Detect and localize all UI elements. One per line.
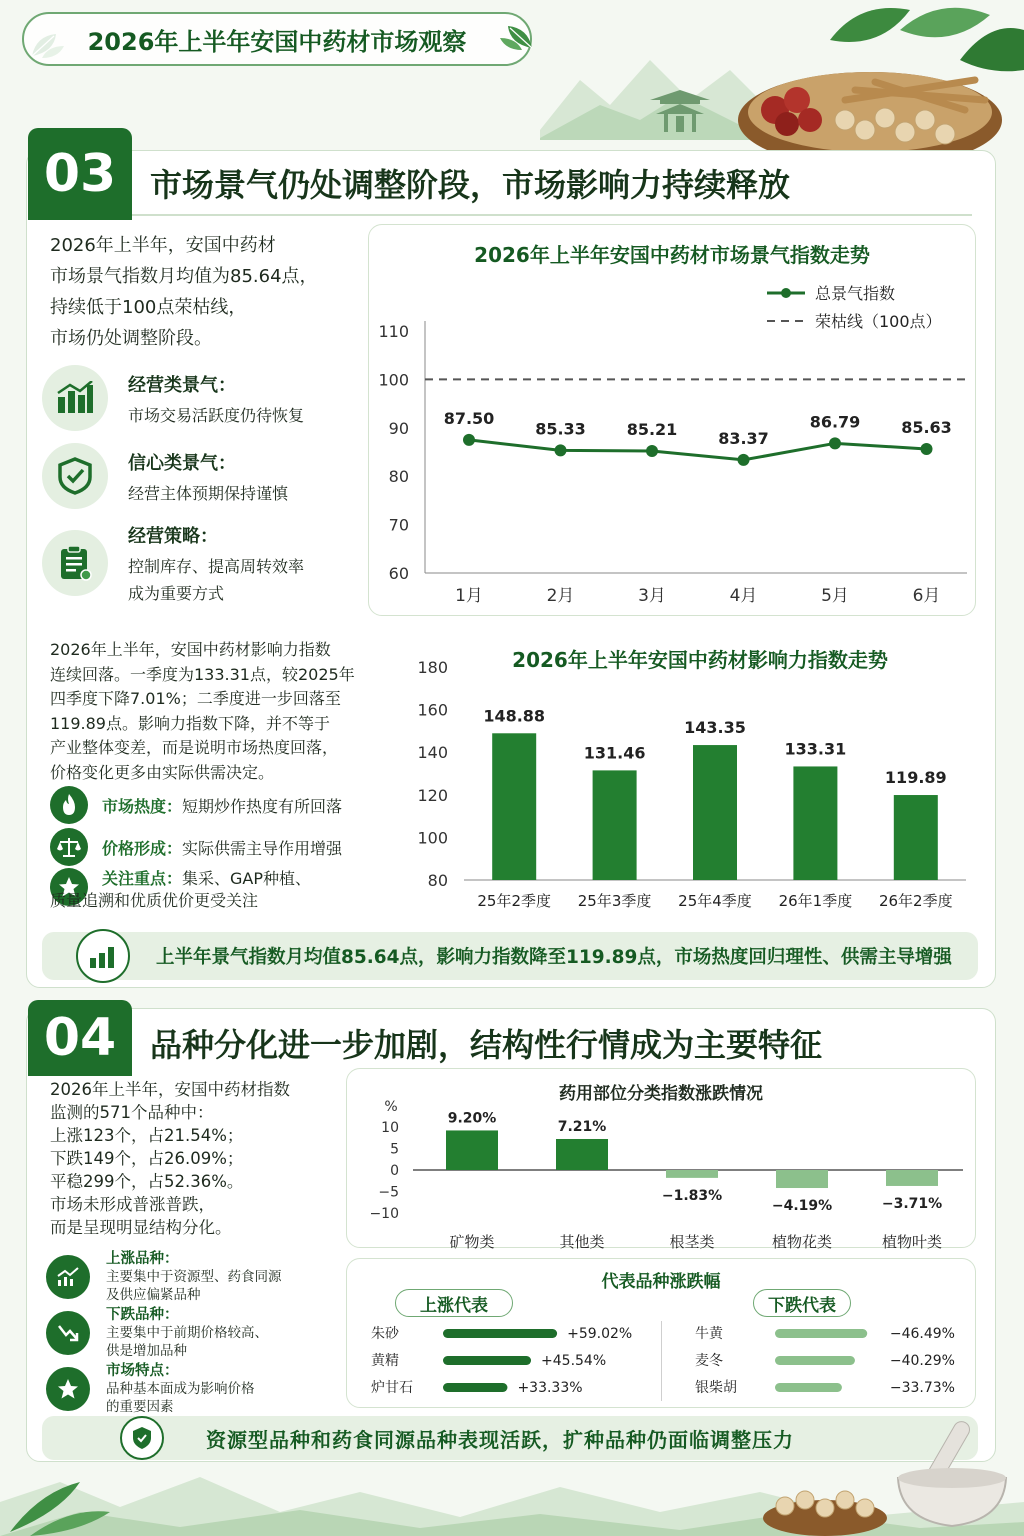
section-04-title: 品种分化进一步加剧，结构性行情成为主要特征 xyxy=(150,1026,823,1064)
data-label: 85.21 xyxy=(626,419,678,439)
data-point xyxy=(646,445,658,457)
y-tick-label: 180 xyxy=(417,660,448,677)
bar xyxy=(793,766,837,880)
bar xyxy=(492,733,536,880)
bar xyxy=(693,745,737,880)
variety-bar-up xyxy=(443,1329,557,1338)
section-03-number xyxy=(28,128,132,220)
data-point xyxy=(738,454,750,466)
y-tick-label: −5 xyxy=(378,1184,399,1201)
s4-intro-line: 下跌149个，占26.09%； xyxy=(50,1149,244,1168)
variety-compare-chart xyxy=(347,1319,977,1409)
s3-point-3 xyxy=(50,868,311,912)
variety-name: 银柴胡 xyxy=(695,1380,737,1396)
data-point xyxy=(921,443,933,455)
s3-summary-banner xyxy=(42,932,978,980)
s3-feature-1 xyxy=(42,362,362,434)
variety-change-label: −40.29% xyxy=(889,1353,955,1369)
trend-down-icon xyxy=(46,1311,90,1355)
s4-feature-title: 市场特点： xyxy=(106,1363,179,1379)
variety-bar-down xyxy=(775,1356,855,1365)
y-tick-label: 100 xyxy=(378,370,409,390)
variety-bar-up xyxy=(443,1356,531,1365)
s3-feature-title: 经营类景气： xyxy=(128,374,236,396)
s3-point-desc: 质量追溯和优质优价更受关注 xyxy=(50,891,259,910)
page-title xyxy=(22,12,532,66)
s4-intro-text xyxy=(50,1078,350,1239)
s3-point-desc: 短期炒作热度有所回落 xyxy=(182,796,343,816)
bar xyxy=(593,770,637,880)
y-axis-unit: % xyxy=(384,1099,398,1115)
y-tick-label: 0 xyxy=(390,1163,399,1179)
y-tick-label: 90 xyxy=(388,418,409,438)
s4-feature-2 xyxy=(46,1306,268,1360)
s3-point-desc: 实际供需主导作用增强 xyxy=(182,838,343,858)
legend-label: 荣枯线（100点） xyxy=(815,312,942,331)
s4-intro-line: 而是呈现明显结构分化。 xyxy=(50,1218,232,1237)
variety-change-label: +33.33% xyxy=(517,1380,583,1396)
s4-intro-line: 监测的571个品种中： xyxy=(50,1103,214,1122)
s3-para2-line: 连续回落。一季度为133.31点，较2025年 xyxy=(50,664,355,684)
s3-para2-line: 产业整体变差，而是说明市场热度回落， xyxy=(50,738,339,757)
y-tick-label: 160 xyxy=(417,700,448,720)
variety-bar-down xyxy=(775,1329,867,1338)
s4-intro-line: 市场未形成普涨普跌， xyxy=(50,1195,215,1214)
bar xyxy=(886,1170,938,1186)
s4-summary-banner xyxy=(42,1416,978,1460)
x-tick-label: 26年1季度 xyxy=(778,892,853,910)
variety-name: 炉甘石 xyxy=(371,1380,413,1396)
section-03-title: 市场景气仍处调整阶段，市场影响力持续释放 xyxy=(150,166,791,204)
y-tick-label: 140 xyxy=(417,743,448,763)
y-tick-label: 60 xyxy=(388,564,409,583)
variety-change-label: +59.02% xyxy=(567,1326,633,1342)
x-tick-label: 植物花类 xyxy=(771,1233,833,1251)
x-tick-label: 4月 xyxy=(729,586,758,606)
data-label: 86.79 xyxy=(809,412,861,432)
legend-marker xyxy=(781,288,791,298)
variety-change-label: −46.49% xyxy=(889,1326,955,1342)
variety-change-label: +45.54% xyxy=(541,1353,607,1369)
bar xyxy=(776,1170,828,1188)
flame-icon xyxy=(50,786,88,824)
trend-up-icon xyxy=(46,1255,90,1299)
x-tick-label: 25年3季度 xyxy=(577,892,652,910)
y-tick-label: 80 xyxy=(388,467,409,487)
down-representatives-label: 下跌代表 xyxy=(753,1289,851,1317)
y-tick-label: 70 xyxy=(388,515,409,535)
s3-feature-desc: 市场交易活跃度仍待恢复 xyxy=(128,405,305,425)
variety-bar-down xyxy=(775,1383,842,1392)
data-point xyxy=(463,434,475,446)
s4-feature-desc: 主要集中于前期价格较高、 xyxy=(106,1325,268,1341)
x-tick-label: 25年4季度 xyxy=(678,892,752,910)
bar-chart-card xyxy=(404,628,976,920)
y-tick-label: 110 xyxy=(378,322,409,341)
s4-feature-1 xyxy=(46,1250,282,1304)
bar-value-label: −3.71% xyxy=(881,1195,943,1212)
bar xyxy=(446,1130,498,1170)
up-representatives-label: 上涨代表 xyxy=(395,1289,513,1317)
series-line xyxy=(469,440,927,460)
s3-para2 xyxy=(50,638,400,785)
line-chart-title: 2026年上半年安国中药材市场景气指数走势 xyxy=(474,243,870,267)
s3-feature-title: 经营策略： xyxy=(128,526,218,547)
s3-feature-2 xyxy=(42,440,362,512)
s3-point-desc: 集采、GAP种植、 xyxy=(182,869,312,888)
section-04-number xyxy=(28,1000,132,1076)
data-label: 83.37 xyxy=(718,428,769,448)
y-tick-label: 100 xyxy=(417,828,448,848)
s4-feature-title: 上涨品种： xyxy=(106,1251,179,1267)
x-tick-label: 其他类 xyxy=(559,1233,605,1251)
bar xyxy=(894,795,938,880)
s4-intro-line: 平稳299个，占52.36%。 xyxy=(50,1172,244,1191)
page-title-text: 2026年上半年安国中药材市场观察 xyxy=(87,27,467,56)
s3-intro-text xyxy=(50,230,360,354)
s3-feature-3 xyxy=(42,520,362,606)
variety-bar-up xyxy=(443,1383,507,1392)
s4-feature-desc: 的重要因素 xyxy=(106,1399,174,1415)
bar-value-label: 7.21% xyxy=(557,1118,607,1135)
section-number-text: 03 xyxy=(43,144,117,204)
y-tick-label: −10 xyxy=(369,1206,399,1222)
s3-intro-line: 持续低于100点荣枯线， xyxy=(50,297,247,318)
s3-para2-line: 2026年上半年，安国中药材影响力指数 xyxy=(50,640,331,659)
s3-feature-desc: 经营主体预期保持谨慎 xyxy=(128,483,289,503)
s3-banner-text: 上半年景气指数月均值85.64点，影响力指数降至119.89点，市场热度回归理性、供需主导增强 xyxy=(156,947,952,968)
s4-feature-3 xyxy=(46,1362,255,1416)
star-icon xyxy=(46,1367,90,1411)
s4-banner-text: 资源型品种和药食同源品种表现活跃，扩种品种仍面临调整压力 xyxy=(206,1427,794,1452)
variety-change-label: −33.73% xyxy=(889,1380,955,1396)
category-chart-title: 药用部位分类指数涨跌情况 xyxy=(559,1084,763,1104)
x-tick-label: 25年2季度 xyxy=(477,892,552,910)
x-tick-label: 2月 xyxy=(546,586,575,606)
section-03-title-rule xyxy=(132,214,972,216)
shield-check-icon xyxy=(42,443,108,509)
bar-value-label: 131.46 xyxy=(583,743,646,763)
s4-feature-desc: 品种基本面成为影响价格 xyxy=(106,1381,255,1397)
y-tick-label: 120 xyxy=(417,785,448,805)
x-tick-label: 26年2季度 xyxy=(878,892,953,910)
s3-point-title: 关注重点： xyxy=(102,869,183,888)
clipboard-icon xyxy=(42,530,108,596)
variety-name: 黄精 xyxy=(371,1353,399,1369)
category-change-card xyxy=(346,1068,976,1251)
variety-compare-title: 代表品种涨跌幅 xyxy=(601,1272,721,1292)
s3-intro-line: 2026年上半年，安国中药材 xyxy=(50,235,276,256)
shield-icon xyxy=(120,1416,164,1460)
s4-feature-desc: 供是增加品种 xyxy=(106,1343,187,1359)
s4-intro-line: 2026年上半年，安国中药材指数 xyxy=(50,1080,290,1099)
data-label: 87.50 xyxy=(443,408,495,428)
bar xyxy=(556,1139,608,1170)
x-tick-label: 1月 xyxy=(455,586,483,606)
x-tick-label: 矿物类 xyxy=(449,1233,495,1251)
bar-chart-title: 2026年上半年安国中药材影响力指数走势 xyxy=(512,648,888,672)
s3-para2-line: 119.89点。影响力指数下降，并不等于 xyxy=(50,713,330,733)
s4-feature-title: 下跌品种： xyxy=(106,1307,179,1323)
s3-intro-line: 市场景气指数月均值为85.64点， xyxy=(50,266,318,287)
s4-feature-desc: 及供应偏紧品种 xyxy=(106,1287,201,1303)
leaf-decoration-right xyxy=(496,22,536,56)
s3-point-2 xyxy=(50,828,342,866)
bar-chart xyxy=(404,660,976,920)
bar-value-label: 9.20% xyxy=(447,1110,497,1127)
bar-chart-icon xyxy=(76,929,130,983)
legend-label: 总景气指数 xyxy=(815,284,896,303)
bar-value-label: −1.83% xyxy=(661,1187,723,1204)
x-tick-label: 3月 xyxy=(638,586,666,606)
bar-value-label: 143.35 xyxy=(684,718,746,738)
s3-feature-desc: 控制库存、提高周转效率 xyxy=(128,557,305,576)
x-tick-label: 6月 xyxy=(912,586,941,606)
bar xyxy=(666,1170,718,1178)
mortar-pestle-image xyxy=(880,1408,1024,1536)
scale-icon xyxy=(50,828,88,866)
s3-feature-title: 信心类景气： xyxy=(128,452,236,474)
line-chart-card xyxy=(368,224,976,616)
s3-point-title: 市场热度： xyxy=(102,796,183,816)
x-tick-label: 根茎类 xyxy=(669,1233,715,1251)
s3-feature-desc: 成为重要方式 xyxy=(128,584,225,603)
s4-intro-line: 上涨123个，占21.54%； xyxy=(50,1126,244,1145)
line-chart xyxy=(369,275,977,615)
category-change-chart xyxy=(347,1091,977,1251)
x-tick-label: 植物叶类 xyxy=(881,1233,943,1251)
variety-name: 朱砂 xyxy=(371,1326,399,1342)
data-label: 85.63 xyxy=(901,417,952,437)
data-point xyxy=(829,437,841,449)
s3-para2-line: 四季度下降7.01%；二季度进一步回落至 xyxy=(50,689,341,708)
data-label: 85.33 xyxy=(535,419,586,439)
bar-value-label: 148.88 xyxy=(483,706,546,726)
bar-chart-icon xyxy=(42,365,108,431)
s3-point-1 xyxy=(50,786,342,824)
s3-intro-line: 市场仍处调整阶段。 xyxy=(50,328,212,349)
bar-value-label: 119.89 xyxy=(884,768,947,788)
y-tick-label: 80 xyxy=(427,871,448,890)
section-number-text: 04 xyxy=(43,1008,117,1068)
y-tick-label: 5 xyxy=(390,1141,399,1158)
x-tick-label: 5月 xyxy=(821,586,849,606)
variety-name: 麦冬 xyxy=(695,1353,723,1369)
s4-feature-desc: 主要集中于资源型、药食同源 xyxy=(106,1269,282,1285)
bar-value-label: 133.31 xyxy=(784,739,847,759)
data-point xyxy=(555,444,567,456)
s3-para2-line: 价格变化更多由实际供需决定。 xyxy=(50,762,275,782)
s3-point-title: 价格形成： xyxy=(102,838,183,858)
y-tick-label: 10 xyxy=(381,1120,399,1136)
variety-compare-card xyxy=(346,1258,976,1408)
bar-value-label: −4.19% xyxy=(771,1198,833,1215)
herb-slices-decoration xyxy=(760,1470,890,1536)
variety-name: 牛黄 xyxy=(695,1326,723,1342)
